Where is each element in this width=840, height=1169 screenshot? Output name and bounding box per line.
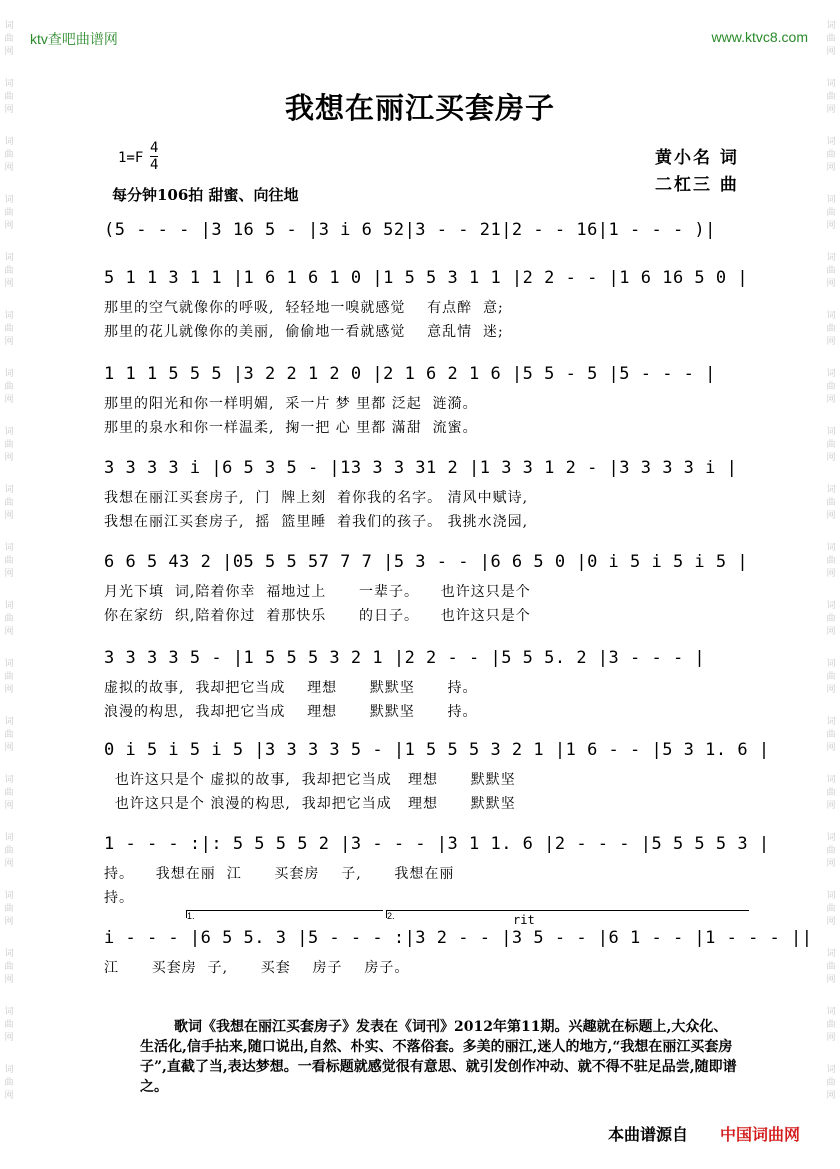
- time-signature: [150, 140, 158, 173]
- lyric-line: 那里的泉水和你一样温柔, 掬一把 心 里都 滿甜 流蜜。: [104, 420, 478, 436]
- source-link[interactable]: 中国词曲网: [720, 1125, 801, 1144]
- notation-row: 0 i 5 i 5 i 5 |3 3 3 3 5 - |1 5 5 5 3 2 1 |1 6 - - |5 3 1. 6 |: [104, 740, 770, 760]
- watermark-text: 词 曲 网: [826, 369, 836, 405]
- watermark-text: 词 曲 网: [4, 21, 14, 57]
- lyric-line: 月光下填 词,陪着你幸 福地过上 一辈子。 也许这只是个: [104, 584, 531, 600]
- watermark-text: 词 曲 网: [826, 659, 836, 695]
- source-label: 本曲谱源自: [608, 1125, 689, 1144]
- notation-row: (5 - - - |3 16 5 - |3 i 6 52|3 - - 21|2 - - 16|1 - - - )|: [104, 220, 716, 240]
- lyricist-credit: 黄小名 词: [655, 148, 739, 168]
- first-ending-bracket: [186, 910, 383, 921]
- watermark-text: 词 曲 网: [4, 427, 14, 463]
- lyric-line: 也许这只是个 虚拟的故事, 我却把它当成 理想 默默坚: [104, 772, 516, 788]
- notation-row: 1 - - - :|: 5 5 5 5 2 |3 - - - |3 1 1. 6 |2 - - - |5 5 5 5 3 |: [104, 834, 770, 854]
- watermark-text: 词 曲 网: [4, 195, 14, 231]
- watermark-text: 词 曲 网: [826, 717, 836, 753]
- first-ending-label: 1.: [187, 911, 195, 921]
- notation-row: 1 1 1 5 5 5 |3 2 2 1 2 0 |2 1 6 2 1 6 |5 5 - 5 |5 - - - |: [104, 364, 716, 384]
- watermark-text: 词 曲 网: [826, 891, 836, 927]
- commentary-text: 歌词《我想在丽江买套房子》发表在《词刊》2012年第11期。兴趣就在标题上,大众化、生活化,信手拈来,随口说出,自然、朴实、不落俗套。多美的丽江,迷人的地方,“我想在丽江买套房子”,直截了当,表达梦想。一看标题就感觉很有意思、就引发创作冲动、就不得不驻足品尝,随即谱之。: [140, 1019, 737, 1095]
- watermark-text: 词 曲 网: [826, 137, 836, 173]
- site-link-right[interactable]: www.ktvc8.com: [711, 29, 808, 45]
- watermark-text: 词 曲 网: [826, 79, 836, 115]
- site-link-left[interactable]: ktv查吧曲谱网: [30, 31, 118, 47]
- lyric-line: 虚拟的故事, 我却把它当成 理想 默默坚 持。: [104, 680, 478, 696]
- watermark-text: 词 曲 网: [4, 485, 14, 521]
- time-signature-bottom: 4: [150, 157, 159, 173]
- watermark-text: 词 曲 网: [4, 79, 14, 115]
- lyric-line: 我想在丽江买套房子, 摇 篮里睡 着我们的孩子。 我挑水浇园,: [104, 514, 529, 530]
- watermark-text: 词 曲 网: [826, 253, 836, 289]
- right-watermark-strip: [824, 20, 838, 1149]
- watermark-text: 词 曲 网: [4, 253, 14, 289]
- key-signature: 1=F: [118, 150, 144, 166]
- composer-credit: 二杠三 曲: [655, 175, 739, 195]
- watermark-text: 词 曲 网: [826, 485, 836, 521]
- ritardando-marking: rit: [513, 913, 535, 927]
- watermark-text: 词 曲 网: [826, 601, 836, 637]
- lyric-line: 那里的空气就像你的呼吸, 轻轻地一嗅就感觉 有点醉 意;: [104, 300, 504, 316]
- watermark-text: 词 曲 网: [4, 891, 14, 927]
- watermark-text: 词 曲 网: [4, 543, 14, 579]
- notation-row: 6 6 5 43 2 |05 5 5 57 7 7 |5 3 - - |6 6 5 0 |0 i 5 i 5 i 5 |: [104, 552, 749, 572]
- lyric-line: 那里的花儿就像你的美丽, 偷偷地一看就感觉 意乱情 迷;: [104, 324, 504, 340]
- song-title: 我想在丽江买套房子: [284, 91, 555, 125]
- watermark-text: 词 曲 网: [4, 1065, 14, 1101]
- watermark-text: 词 曲 网: [826, 21, 836, 57]
- watermark-text: 词 曲 网: [4, 833, 14, 869]
- tempo-marking: 每分钟106拍 甜蜜、向往地: [112, 186, 299, 204]
- lyric-line: 我想在丽江买套房子, 门 牌上刻 着你我的名字。 清风中赋诗,: [104, 490, 529, 506]
- notation-row: 3 3 3 3 i |6 5 3 5 - |13 3 3 31 2 |1 3 3 1 2 - |3 3 3 3 i |: [104, 458, 738, 478]
- watermark-text: 词 曲 网: [4, 601, 14, 637]
- watermark-text: 词 曲 网: [4, 717, 14, 753]
- watermark-text: 词 曲 网: [4, 311, 14, 347]
- watermark-text: 词 曲 网: [826, 427, 836, 463]
- watermark-text: 词 曲 网: [4, 1007, 14, 1043]
- watermark-text: 词 曲 网: [4, 775, 14, 811]
- watermark-text: 词 曲 网: [4, 137, 14, 173]
- lyric-line: 持。: [104, 890, 134, 906]
- watermark-text: 词 曲 网: [826, 833, 836, 869]
- second-ending-label: 2.: [387, 911, 395, 921]
- lyric-line: 那里的阳光和你一样明媚, 采一片 梦 里都 泛起 涟漪。: [104, 396, 478, 412]
- watermark-text: 词 曲 网: [4, 659, 14, 695]
- watermark-text: 词 曲 网: [4, 949, 14, 985]
- watermark-text: 词 曲 网: [826, 949, 836, 985]
- watermark-text: 词 曲 网: [4, 369, 14, 405]
- notation-row: 5 1 1 3 1 1 |1 6 1 6 1 0 |1 5 5 3 1 1 |2 2 - - |1 6 16 5 0 |: [104, 268, 749, 288]
- lyric-line: 持。 我想在丽 江 买套房 子, 我想在丽: [104, 866, 455, 882]
- lyric-line: 也许这只是个 浪漫的构思, 我却把它当成 理想 默默坚: [104, 796, 516, 812]
- lyric-line: 江 买套房 子, 买套 房子 房子。: [104, 960, 410, 976]
- watermark-text: 词 曲 网: [826, 543, 836, 579]
- watermark-text: 词 曲 网: [826, 195, 836, 231]
- left-watermark-strip: [2, 20, 16, 1149]
- notation-row: 3 3 3 3 5 - |1 5 5 5 3 2 1 |2 2 - - |5 5 5. 2 |3 - - - |: [104, 648, 706, 668]
- watermark-text: 词 曲 网: [826, 775, 836, 811]
- time-signature-top: 4: [150, 140, 159, 156]
- watermark-text: 词 曲 网: [826, 311, 836, 347]
- notation-row: i - - - |6 5 5. 3 |5 - - - :|3 2 - - |3 5 - - |6 1 - - |1 - - - ||: [104, 928, 813, 948]
- watermark-text: 词 曲 网: [826, 1007, 836, 1043]
- lyric-line: 浪漫的构思, 我却把它当成 理想 默默坚 持。: [104, 704, 478, 720]
- watermark-text: 词 曲 网: [826, 1065, 836, 1101]
- lyric-line: 你在家纺 织,陪着你过 着那快乐 的日子。 也许这只是个: [104, 608, 531, 624]
